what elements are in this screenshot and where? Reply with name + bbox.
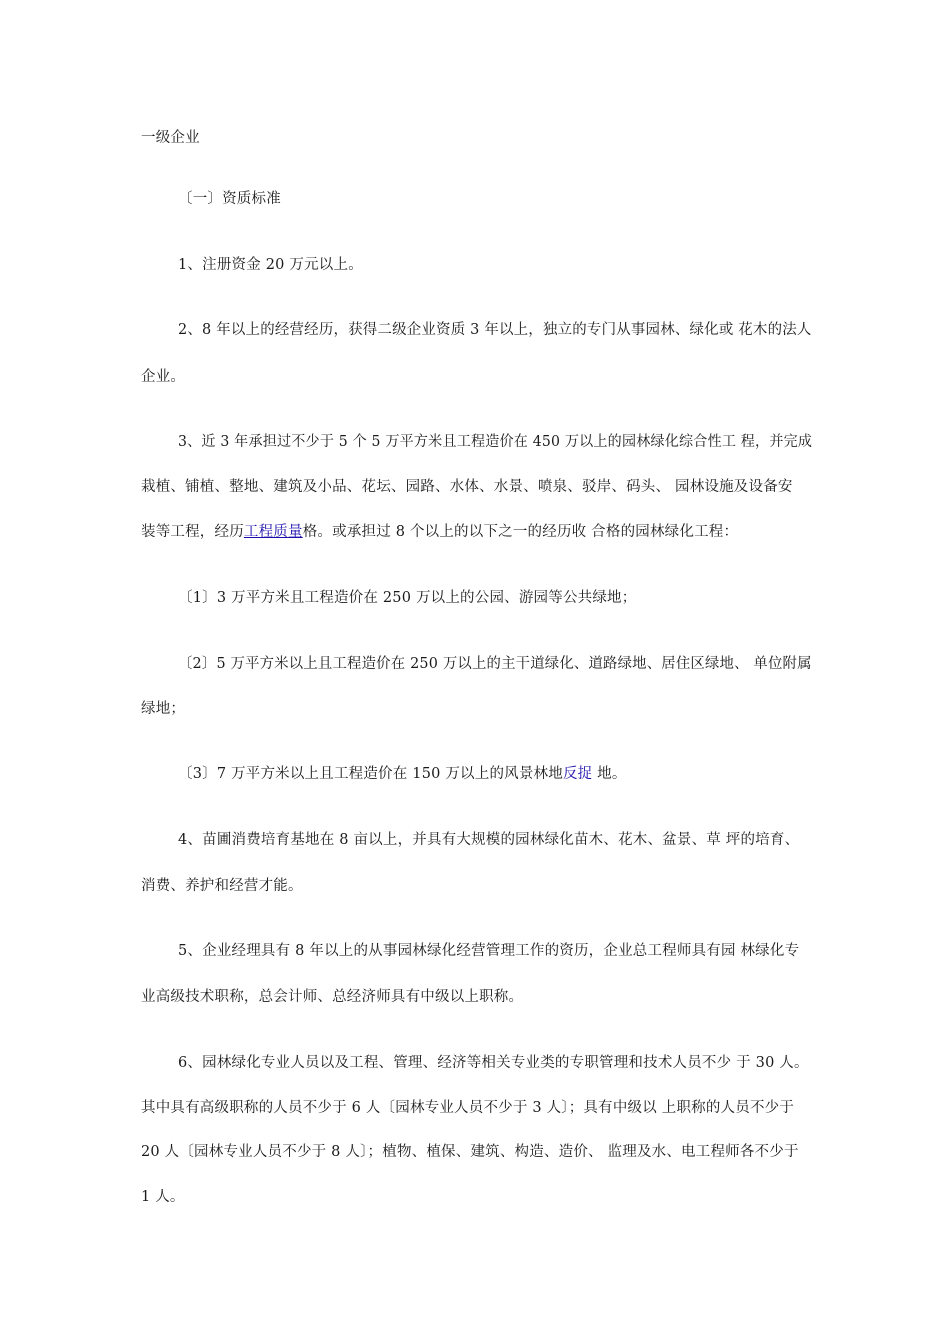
sub-item-3 [178, 764, 627, 784]
section-title: 〔一〕资质标准 [178, 191, 281, 207]
item-3-line-1: 3、近 3 年承担过不少于 5 个 5 万平方米且工程造价在 450 万以上的园林绿化综合性工 程，并完成 [178, 434, 813, 450]
item-4-line-2: 消费、养护和经营才能。 [141, 878, 303, 894]
sub-item-1: 〔1〕3 万平方米且工程造价在 250 万以上的公园、游园等公共绿地； [178, 590, 637, 606]
item-5-line-1: 5、企业经理具有 8 年以上的从事园林绿化经营管理工作的资历，企业总工程师具有园 林绿化专 [178, 943, 800, 959]
item-6-line-3: 20 人〔园林专业人员不少于 8 人〕；植物、植保、建筑、构造、造价、 监理及水、电工程师各不少于 [141, 1144, 799, 1160]
item-1: 1、注册资金 20 万元以上。 [178, 257, 363, 273]
item-3-line-3 [141, 522, 738, 542]
item-3-line-3-post: 格。或承担过 8 个以上的以下之一的经历收 合格的园林绿化工程： [302, 524, 739, 540]
item-6-line-1: 6、园林绿化专业人员以及工程、管理、经济等相关专业类的专职管理和技术人员不少 于 30 人。 [178, 1055, 809, 1071]
item-5-line-2: 业高级技术职称，总会计师、总经济师具有中级以上职称。 [141, 989, 524, 1005]
item-3-line-2: 栽植、铺植、整地、建筑及小品、花坛、园路、水体、水景、喷泉、驳岸、码头、 园林设施及设备安 [141, 479, 793, 495]
scenic-forest-link[interactable]: 反捉 [562, 766, 593, 782]
sub-item-3-post: 地。 [592, 766, 627, 782]
item-2-line-2: 企业。 [141, 369, 186, 385]
item-4-line-1: 4、苗圃消费培育基地在 8 亩以上，并具有大规模的园林绿化苗木、花木、盆景、草 坪的培育、 [178, 832, 800, 848]
item-6-line-2: 其中具有高级职称的人员不少于 6 人〔园林专业人员不少于 3 人〕；具有中级以 上职称的人员不少于 [141, 1100, 795, 1116]
engineering-quality-link[interactable]: 工程质量 [243, 524, 303, 540]
item-3-line-3-pre: 装等工程，经历 [141, 524, 244, 540]
item-6-line-4: 1 人。 [141, 1189, 185, 1205]
sub-item-2-line-2: 绿地； [141, 701, 186, 717]
sub-item-3-pre: 〔3〕7 万平方米以上且工程造价在 150 万以上的风景林地 [178, 766, 563, 782]
item-2-line-1: 2、8 年以上的经营经历，获得二级企业资质 3 年以上，独立的专门从事园林、绿化或 花木的法人 [178, 322, 812, 338]
document-heading: 一级企业 [141, 130, 200, 146]
sub-item-2-line-1: 〔2〕5 万平方米以上且工程造价在 250 万以上的主干道绿化、道路绿地、居住区绿地、 单位附属 [178, 656, 812, 672]
